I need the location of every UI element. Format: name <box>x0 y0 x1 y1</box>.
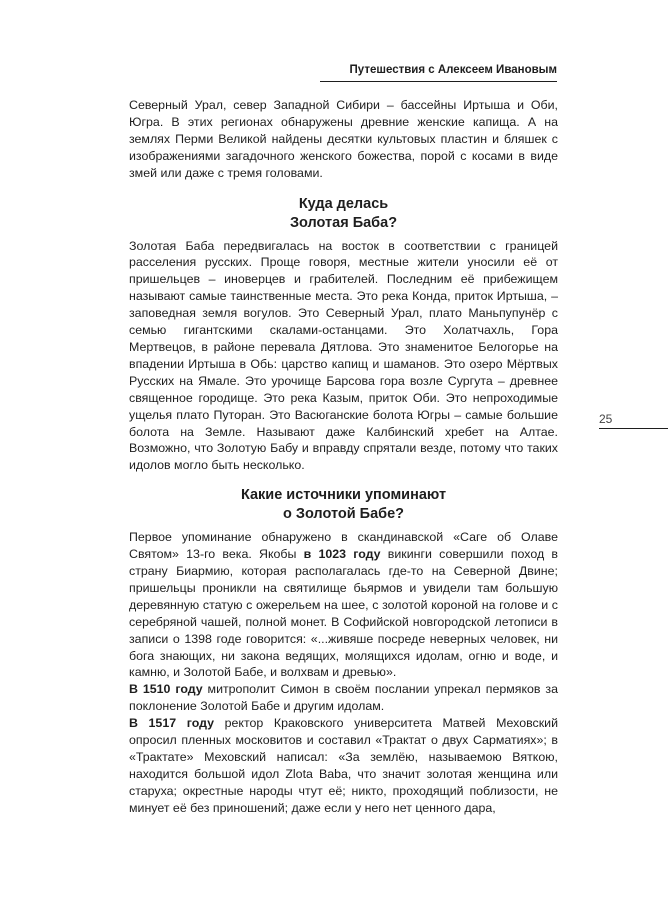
page-number-value: 25 <box>599 412 613 426</box>
bold-date: В 1517 году <box>129 716 215 731</box>
section-paragraph <box>129 681 558 715</box>
intro-paragraph: Северный Урал, север Западной Сибири – бассейны Иртыша и Оби, Югра. В этих регионах обнаружены древние женские капища. А на землях Перми Великой найдены десятки культовых пластин и бляшек с изображениями загадочного женского божества, порой с косами в виде змей или даже с тремя головами. <box>129 98 558 180</box>
page-number <box>599 412 668 429</box>
heading-line: Золотая Баба? <box>289 214 398 231</box>
heading-line: Какие источники упоминают <box>240 487 447 504</box>
section-paragraph: Золотая Баба передвигалась на восток в соответствии с границей расселения русских. Проще говоря, местные жители уносили её от пришельцев – иноверцев и грабителей. Последним её прибежищем называют самые таинственные места. Это река Конда, приток Иртыша, – заповедная земля вогулов. Это Северный Урал, плато Маньпупунёр с семью гигантскими скалами-останцами. Это Холатчахль, Гора Мертвецов, в районе перевала Дятлова. Это знаменитое Белогорье на впадении Иртыша в Обь: царство капищ и шаманов. Это озеро Мёртвых Русских на Ямале. Это урочище Барсова гора возле Сургута – древнее священное городище. Это река Казым, приток Оби. Это непроходимые ущелья плато Путоран. Это Васюганские болота Югры – самые большие болота на Земле. Называют даже Калбинский хребет на Алтае. Возможно, что Золотую Бабу и вправду спрятали везде, потому что таких идолов могло быть несколько. <box>129 238 558 473</box>
section-paragraph <box>129 529 558 681</box>
text-run: митрополит Симон в своём послании упрекал пермяков за поклонение Золотой Бабе и другим идолам. <box>129 682 558 714</box>
bold-date: В 1510 году <box>129 682 203 697</box>
section-heading-sources <box>129 486 558 524</box>
section-paragraph <box>129 715 558 816</box>
text-run: Первое упоминание обнаружено в скандинавской «Саге об Олаве Святом» 13-го века. Якобы <box>129 530 558 562</box>
heading-line: Куда делась <box>298 195 389 212</box>
article-body <box>129 97 558 817</box>
section-heading-where-went <box>129 195 558 233</box>
bold-date: в 1023 году <box>303 547 381 562</box>
heading-line: о Золотой Бабе? <box>282 506 405 523</box>
text-run: викинги совершили поход в страну Биармию, которая располагалась где-то на Северной Двине; пришельцы проникли на святилище бьярмов и увидели там большую деревянную статую с ожерельем на шее, с золотой короной на голове и с серебряной чашей, полной монет. В Софийской новгородской летописи в записи о 1398 годе говорится: «...живяше посреде неверных человек, ни бога знающих, ни закона ведящих, молящихся идолам, огню и воде, и камню, и Золотой Бабе, и волхвам и древью». <box>129 547 558 680</box>
running-header <box>320 64 557 82</box>
running-header-title: Путешествия с Алексеем Ивановым <box>349 64 557 76</box>
text-run: ректор Краковского университета Матвей Меховский опросил пленных московитов и составил «Трактат о двух Сарматиях»; в «Трактате» Меховский написал: «За землёю, называемою Вяткою, находится большой идол Zlota Baba, что значит золотая женщина или старуха; окрестные народы чтут её; никто, проходящий поблизости, не минует её без приношений; даже если у него нет ценного дара, <box>129 716 558 815</box>
